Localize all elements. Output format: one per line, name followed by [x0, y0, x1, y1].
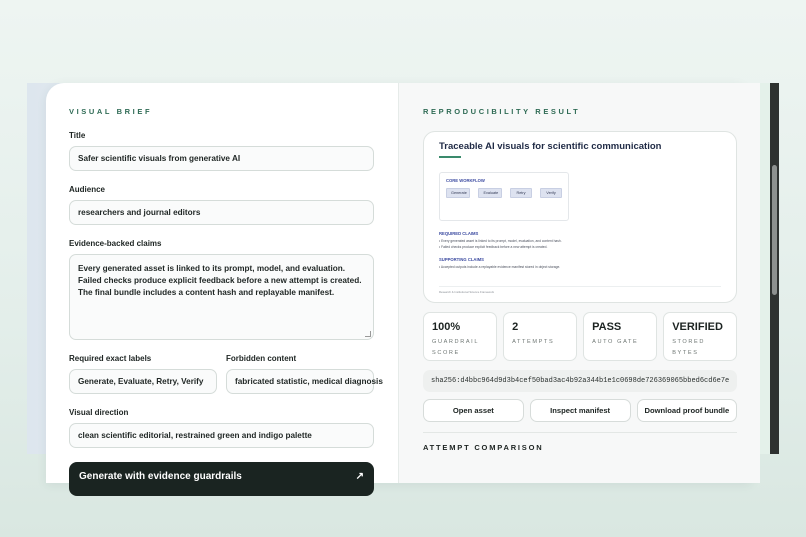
stat-value: VERIFIED: [672, 321, 723, 333]
preview-workflow-steps: [446, 188, 562, 198]
labels-row: [69, 354, 383, 408]
reproducibility-panel: [399, 83, 760, 483]
visual-brief-heading: VISUAL BRIEF: [69, 107, 153, 116]
download-proof-bundle-button[interactable]: Download proof bundle: [637, 399, 738, 422]
scrollbar-thumb[interactable]: [772, 165, 777, 295]
preview-footer: Research & Institutional Science Framework: [439, 286, 721, 294]
claims-label: Evidence-backed claims: [69, 239, 162, 248]
preview-workflow-heading: CORE WORKFLOW: [446, 177, 485, 183]
preview-step: Evaluate: [478, 188, 502, 198]
attempt-comparison-heading: ATTEMPT COMPARISON: [423, 443, 544, 452]
stat-value: PASS: [592, 321, 622, 333]
actions-row: [423, 399, 737, 422]
stat-label: STORED BYTES: [672, 339, 705, 356]
stat-auto-gate: [583, 312, 657, 361]
visual-brief-panel: [46, 83, 399, 483]
open-asset-button[interactable]: Open asset: [423, 399, 524, 422]
page-scrollbar[interactable]: [770, 83, 779, 454]
stat-guardrail-score: [423, 312, 497, 361]
required-labels-label: Required exact labels: [69, 354, 152, 363]
content-hash[interactable]: sha256:d4bbc964d9d3b4cef50bad3ac4b92a344b1e1c0698de726369065bbed6cd6e7e: [423, 370, 737, 392]
asset-preview[interactable]: [423, 131, 737, 303]
preview-bullet: • Accepted outputs include a replayable evidence manifest stored in object storage.: [439, 264, 561, 269]
forbidden-content-input[interactable]: fabricated statistic, medical diagnosis: [226, 369, 374, 394]
visual-direction-input[interactable]: clean scientific editorial, restrained green and indigo palette: [69, 423, 374, 448]
stat-label: AUTO GATE: [592, 339, 639, 345]
claims-textarea[interactable]: [69, 254, 374, 340]
stats-row: [423, 312, 737, 361]
audience-label: Audience: [69, 185, 106, 194]
stat-label: GUARDRAIL SCORE: [432, 339, 479, 356]
title-input[interactable]: Safer scientific visuals from generative AI: [69, 146, 374, 171]
stat-label: ATTEMPTS: [512, 339, 555, 345]
divider: [423, 432, 737, 433]
stat-value: 100%: [432, 321, 461, 333]
main-card: [46, 83, 751, 483]
reproducibility-heading: REPRODUCIBILITY RESULT: [423, 107, 581, 116]
claims-text: Every generated asset is linked to its prompt, model, and evaluation. Failed checks produce explicit feedback before a new attempt is created. The final bundle includes a content hash and replayable manifest.: [78, 264, 362, 297]
preview-step: Generate: [446, 188, 470, 198]
generate-button-label: Generate with evidence guardrails: [79, 471, 242, 482]
preview-supporting-heading: SUPPORTING CLAIMS: [439, 256, 484, 262]
required-labels-input[interactable]: Generate, Evaluate, Retry, Verify: [69, 369, 217, 394]
stat-stored-bytes: [663, 312, 737, 361]
preview-step: Verify: [540, 188, 562, 198]
app-viewport: [27, 83, 779, 482]
forbidden-content-label: Forbidden content: [226, 354, 297, 363]
preview-step: Retry: [510, 188, 532, 198]
generate-button[interactable]: [69, 462, 374, 496]
preview-required-heading: REQUIRED CLAIMS: [439, 230, 479, 236]
visual-direction-label: Visual direction: [69, 408, 129, 417]
title-label: Title: [69, 131, 86, 140]
resize-grip-icon[interactable]: [365, 331, 371, 337]
arrow-up-right-icon: ↗: [355, 471, 364, 482]
inspect-manifest-button[interactable]: Inspect manifest: [530, 399, 631, 422]
preview-workflow-box: [439, 172, 569, 221]
audience-input[interactable]: researchers and journal editors: [69, 200, 374, 225]
preview-bullet: • Failed checks produce explicit feedback before a new attempt is created.: [439, 244, 548, 249]
preview-title: Traceable AI visuals for scientific communication: [439, 141, 662, 152]
preview-underline: [439, 156, 461, 158]
stat-value: 2: [512, 321, 519, 333]
preview-bullet: • Every generated asset is linked to its prompt, model, evaluation, and content hash.: [439, 238, 562, 243]
stat-attempts: [503, 312, 577, 361]
